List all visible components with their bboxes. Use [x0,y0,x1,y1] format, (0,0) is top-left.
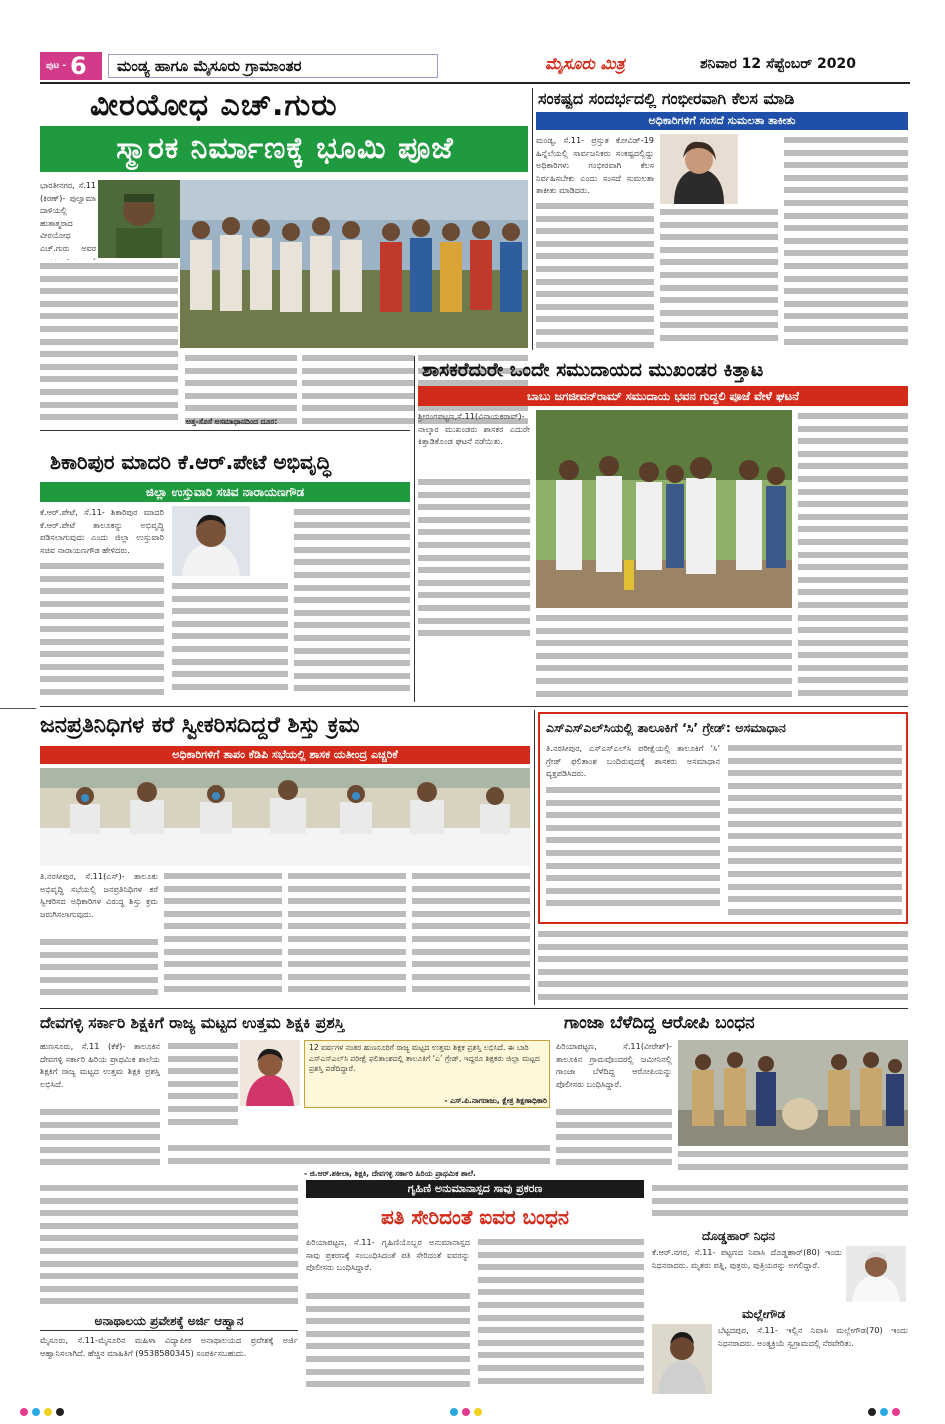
sumalatha-column-1 [536,200,654,350]
community-clash-caption [536,612,792,700]
kr-pete-lead-text: ಕೆ.ಆರ್.ಪೇಟೆ, ಸೆ.11- ಶಿಕಾರಿಪುರ ಮಾದರಿ ಕೆ.ಆರ್.ಪೇಟೆ ತಾಲೂಕನ್ನು ಅಭಿವೃದ್ಧಿ ಪಡಿಸಲಾಗುವುದು ಎಂದು ಜಿಲ್ಲಾ ಉಸ್ತುವಾರಿ ಸಚಿವ ನಾರಾಯಣಗೌಡ ಹೇಳಿದರು. [40,507,164,555]
obituary-mallegowda [652,1306,908,1398]
registration-mark-yellow-2 [474,1408,482,1416]
page-tag [40,52,102,80]
kr-pete-column-1 [40,560,164,700]
headline-sumalatha: ಸಂಕಷ್ಟದ ಸಂದರ್ಭದಲ್ಲಿ ಗಂಭೀರವಾಗಿ ಕೆಲಸ ಮಾಡಿ [538,89,795,108]
registration-mark-cyan-3 [880,1408,888,1416]
headline-five-arrested: ಪತಿ ಸೇರಿದಂತೆ ಐವರ ಬಂಧನ [380,1205,570,1229]
minister-portrait-photo [172,506,250,576]
headline-memorial-line2: ಸ್ಮಾರಕ ನಿರ್ಮಾಣಕ್ಕೆ ಭೂಮಿ ಪೂಜೆ [116,131,454,166]
teacher-award-quote: 12 ವರ್ಷಗಳ ನಂತರ ಹುಣಸೂರಿಗೆ ರಾಜ್ಯ ಮಟ್ಟದ ಉತ್ತಮ ಶಿಕ್ಷಕ ಪ್ರಶಸ್ತಿ ಲಭಿಸಿದೆ. ಈ ಬಾರಿ ಎಸ್‌ಎಸ್‌ಎಲ್‌ಸಿ ಪರೀಕ್ಷೆ ಫಲಿತಾಂಶದಲ್ಲಿ ತಾಲೂಕಿಗೆ ‘ಎ’ ಗ್ರೇಡ್, ಇದ್ದರೂ ಶಿಕ್ಷಕರು ಜಿಲ್ಲಾ ಮಟ್ಟದ ಪ್ರಶಸ್ತಿ ಪಡೆದಿದ್ದಾರೆ. [309,1043,540,1073]
kr-pete-column-2 [172,580,288,700]
obit-doddahar-photo [846,1246,906,1302]
obituary-doddahar [652,1228,908,1304]
headline-obit-mallegowda: ಮಲ್ಲೇಗೌಡ [742,1307,786,1321]
paper-name: ಮೈಸೂರು ಮಿತ್ರ [545,54,625,73]
story-kr-pete [40,432,410,702]
story-sslc-grade [538,712,908,924]
teacher-award-column-2 [168,1040,238,1140]
five-arrested-column-2 [478,1236,644,1398]
kdp-meeting-lead-text: ತಿ.ನರಸೀಪುರ, ಸೆ.11(ಎಸ್)- ತಾಲೂಕು ಅಭಿವೃದ್ಧಿ ಸಭೆಯಲ್ಲಿ ಜನಪ್ರತಿನಿಧಿಗಳ ಕರೆ ಸ್ವೀಕರಿಸದ ಅಧಿಕಾರಿಗಳ ವಿರುದ್ಧ ಶಿಸ್ತು ಕ್ರಮ ಜರುಗಿಸಲಾಗುವುದು. [40,871,158,919]
masthead-rule [40,82,910,84]
headline-kr-pete: ಶಿಕಾರಿಪುರ ಮಾದರಿ ಕೆ.ಆರ್.ಪೇಟೆ ಅಭಿವೃದ್ಧಿ [50,450,332,474]
obit-mallegowda-text: ಬೆಟ್ಟದಪುರ, ಸೆ.11- ಇಲ್ಲಿನ ನಿವಾಸಿ ಮಲ್ಲೇಗೌಡ(70) ಇಂದು ನಿಧನರಾದರು. ಅಂತ್ಯಕ್ರಿಯೆ ಸ್ವಗ್ರಾಮದಲ್ಲಿ ನೆರವೇರಿತು. [718,1325,908,1348]
page-number: 6 [70,52,87,80]
story-orphanage-admission [40,1312,298,1398]
kicker-five-arrested: ಗೃಹಿಣಿ ಅನುಮಾನಾಸ್ಪದ ಸಾವು ಪ್ರಕರಣ [407,1182,543,1195]
sslc-continuation [538,928,908,1004]
registration-mark-magenta [20,1408,28,1416]
soldier-portrait-photo [98,180,180,258]
story-sumalatha [536,88,908,350]
memorial-column-3 [302,352,414,428]
story-community-clash [418,356,908,702]
masthead [40,50,910,84]
story-ganja-arrest [556,1010,908,1180]
sslc-column-2 [728,742,902,920]
kdp-column-4 [412,870,530,1004]
community-clash-column-1 [418,476,530,644]
registration-mark-black [56,1408,64,1416]
community-clash-lead-text: ಶ್ರೀರಂಗಪಟ್ಟಣ,ಸೆ.11(ವಿನಾಯಕರಾವ್)- ನಾಲ್ಕಾರ ಮುಖಂಡರು ಶಾಸಕರ ಎದುರೇ ಕಿತ್ತಾಡಿಕೊಂಡ ಘಟನೆ ನಡೆಯಿತು. [418,411,530,447]
teacher-award-quote2-author: - ಜಿ.ಆರ್.ಶಕೀಲಾ, ಶಿಕ್ಷಕಿ, ದೇವಗಳ್ಳಿ ಸರ್ಕಾರಿ ಹಿರಿಯ ಪ್ರಾಥಮಿಕ ಶಾಲೆ. [304,1169,476,1178]
registration-mark-cyan [32,1408,40,1416]
registration-mark-black-2 [868,1408,876,1416]
obit-doddahar-text: ಕೆ.ಆರ್.ನಗರ, ಸೆ.11- ಪಟ್ಟಣದ ನಿವಾಸಿ ದೊಡ್ಡಹಾರ್(80) ಇಂದು ನಿಧನರಾದರು. ಮೃತರು ಪತ್ನಿ, ಪುತ್ರರು, ಪುತ್ರಿಯರನ್ನು ಅಗಲಿದ್ದಾರೆ. [652,1247,842,1270]
sumalatha-lead-text: ಮಂಡ್ಯ, ಸೆ.11- ಪ್ರಸ್ತುತ ಕೋವಿಡ್-19 ಹಿನ್ನೆಲೆಯಲ್ಲಿ ಸಾರ್ವಜನಿಕರು ಸಂಕಷ್ಟದಲ್ಲಿದ್ದು ಅಧಿಕಾರಿಗಳು ಗಂಭೀರವಾಗಿ ಕೆಲಸ ನಿರ್ವಹಿಸಬೇಕು ಎಂದು ಸಂಸದೆ ಸುಮಲತಾ ತಾಕೀತು ಮಾಡಿದರು. [536,135,654,196]
teacher-award-column-3 [168,1142,550,1166]
bhoomi-pooja-group-photo [180,180,528,348]
sumalatha-portrait-photo [660,134,738,204]
five-arrested-lead-text: ಪಿರಿಯಾಪಟ್ಟಣ, ಸೆ.11- ಗೃಹಿಣಿಯೊಬ್ಬರ ಅನುಮಾನಾಸ್ಪದ ಸಾವು ಪ್ರಕರಣಕ್ಕೆ ಸಂಬಂಧಿಸಿದಂತೆ ಪತಿ ಸೇರಿದಂತೆ ಐವರನ್ನು ಪೊಲೀಸರು ಬಂಧಿಸಿದ್ದಾರೆ. [306,1237,470,1273]
kr-pete-column-3 [294,506,410,700]
memorial-body-text: ಭಾರತೀನಗರ, ಸೆ.11 (ಕಿರಣ್)- ಪುಲ್ವಾಮಾ ದಾಳಿಯಲ್ಲಿ ಹುತಾತ್ಮರಾದ ವೀರಯೋಧ ಎಚ್.ಗುರು ಅವರ [40,181,96,253]
headline-memorial-line1: ವೀರಯೋಧ ಎಚ್.ಗುರು [90,88,338,123]
kdp-column-2 [164,870,282,1004]
five-arrested-column-1 [306,1290,470,1398]
sumalatha-column-2 [660,206,778,350]
kdp-meeting-photo [40,768,530,866]
teacher-award-quote-box [304,1040,550,1108]
story-five-arrested [306,1180,644,1398]
page-tag-label: ಪುಟ - [46,61,67,71]
registration-mark-magenta-2 [462,1408,470,1416]
memorial-column-1 [40,260,178,428]
headline-kdp-meeting: ಜನಪ್ರತಿನಿಧಿಗಳ ಕರೆ ಸ್ವೀಕರಿಸದಿದ್ದರೆ ಶಿಸ್ತು ಕ್ರಮ [40,713,360,738]
obit-mallegowda-photo [652,1324,712,1394]
ganja-caption [678,1148,908,1180]
kdp-column-3 [288,870,406,1004]
community-clash-column-3 [798,410,908,700]
teacher-award-quote-author: - ಎಸ್.ಪಿ.ನಾಗರಾಜು, ಕ್ಷೇತ್ರ ಶಿಕ್ಷಣಾಧಿಕಾರಿ [444,1096,547,1105]
story-teacher-award [40,1010,550,1180]
orphanage-text: ಮೈಸೂರು, ಸೆ.11-ಮೈಸೂರಿನ ಮಹಿಳಾ ವಿದ್ಯಾಪೀಠ ಅನಾಥಾಲಯದ ಪ್ರವೇಶಕ್ಕೆ ಅರ್ಜಿ ಆಹ್ವಾನಿಸಲಾಗಿದೆ. ಹೆಚ್ಚಿನ ಮಾಹಿತಿಗೆ (9538580345) ಸಂಪರ್ಕಿಸಬಹುದು. [40,1335,298,1358]
subbar-community-clash: ಬಾಬು ಜಗಜೀವನ್‌ರಾಮ್ ಸಮುದಾಯ ಭವನ ಗುದ್ದಲಿ ಪೂಜೆ ವೇಳೆ ಘಟನೆ [418,386,908,406]
headline-orphanage-admission: ಅನಾಥಾಲಯ ಪ್ರವೇಶಕ್ಕೆ ಅರ್ಜಿ ಆಹ್ವಾನ [40,1312,298,1331]
teacher-portrait-photo [240,1040,300,1106]
registration-mark-cyan-2 [450,1408,458,1416]
registration-mark-yellow [44,1408,52,1416]
ganja-column-1 [556,1106,672,1180]
registration-mark-magenta-3 [892,1408,900,1416]
headline-community-clash: ಶಾಸಕರೆದುರೇ ಒಂದೇ ಸಮುದಾಯದ ಮುಖಂಡರ ಕಿತ್ತಾಟ [422,359,764,381]
sslc-lead-text: ತಿ.ನರಸೀಪುರ, ಎಸ್‌ಎಸ್‌ಎಲ್‌ಸಿ ಪರೀಕ್ಷೆಯಲ್ಲಿ ತಾಲೂಕಿಗೆ ‘ಸಿ’ ಗ್ರೇಡ್ ಫಲಿತಾಂಶ ಬಂದಿರುವುದಕ್ಕೆ ಶಾಸಕರು ಅಸಮಾಧಾನ ವ್ಯಕ್ತಪಡಿಸಿದರು. [546,743,720,779]
sumalatha-column-3 [784,134,908,350]
memorial-subhead: ಅತ್ತ-ಸೊಸೆ ಅಸಮಾಧಾನದಿಂದ ದೂರ: [186,417,278,426]
sslc-column-1 [546,784,720,920]
issue-date: ಶನಿವಾರ 12 ಸೆಪ್ಟೆಂಬರ್ 2020 [700,56,857,72]
headline-obit-doddahar: ದೊಡ್ಡಹಾರ್ ನಿಧನ [702,1229,775,1243]
ganja-arrest-photo [678,1040,908,1146]
community-clash-photo [536,410,792,608]
headline-teacher-award: ದೇವಗಳ್ಳಿ ಸರ್ಕಾರಿ ಶಿಕ್ಷಕಿಗೆ ರಾಜ್ಯ ಮಟ್ಟದ ಉತ್ತಮ ಶಿಕ್ಷಕಿ ಪ್ರಶಸ್ತಿ [40,1014,345,1032]
subbar-kdp-meeting: ಅಧಿಕಾರಿಗಳಿಗೆ ತಾಪಂ ಕೆಡಿಪಿ ಸಭೆಯಲ್ಲಿ ಶಾಸಕ ಯತೀಂದ್ರ ಎಚ್ಚರಿಕೆ [40,746,530,764]
teacher-award-continuation [40,1182,298,1310]
story-kdp-meeting [40,710,530,1005]
teacher-award-column-1 [40,1106,160,1180]
headline-sslc-grade: ಎಸ್‌ಎಸ್‌ಎಲ್‌ಸಿಯಲ್ಲಿ ತಾಲೂಕಿಗೆ ‘ಸಿ’ ಗ್ರೇಡ್: ಅಸಮಾಧಾನ [546,720,786,735]
ganja-continuation [652,1182,908,1226]
subbar-sumalatha: ಅಧಿಕಾರಿಗಳಿಗೆ ಸಂಸದೆ ಸುಮಲತಾ ತಾಕೀತು [536,112,908,130]
teacher-award-lead-text: ಹುಣಸೂರು, ಸೆ.11 (ಕೆಕೆ)- ತಾಲೂಕಿನ ದೇವಗಳ್ಳಿ ಸರ್ಕಾರಿ ಹಿರಿಯ ಪ್ರಾಥಮಿಕ ಶಾಲೆಯ ಶಿಕ್ಷಕಿಗೆ ರಾಜ್ಯ ಮಟ್ಟದ ಉತ್ತಮ ಶಿಕ್ಷಕಿ ಪ್ರಶಸ್ತಿ ಲಭಿಸಿದೆ. [40,1041,160,1089]
headline-ganja-arrest: ಗಾಂಜಾ ಬೆಳೆದಿದ್ದ ಆರೋಪಿ ಬಂಧನ [564,1013,755,1033]
ganja-lead-text: ಪಿರಿಯಾಪಟ್ಟಣ, ಸೆ.11(ವೀರೇಶ್)- ತಾಲೂಕಿನ ಗ್ರಾಮವೊಂದರಲ್ಲಿ ಜಮೀನಿನಲ್ಲಿ ಗಾಂಜಾ ಬೆಳೆದಿದ್ದ ಆರೋಪಿಯನ್ನು ಪೊಲೀಸರು ಬಂಧಿಸಿದ್ದಾರೆ. [556,1041,672,1089]
kdp-column-1 [40,936,158,1004]
subbar-kr-pete: ಜಿಲ್ಲಾ ಉಸ್ತುವಾರಿ ಸಚಿವ ನಾರಾಯಣಗೌಡ [40,482,410,502]
section-title: ಮಂಡ್ಯ ಹಾಗೂ ಮೈಸೂರು ಗ್ರಾಮಾಂತರ [108,54,438,78]
